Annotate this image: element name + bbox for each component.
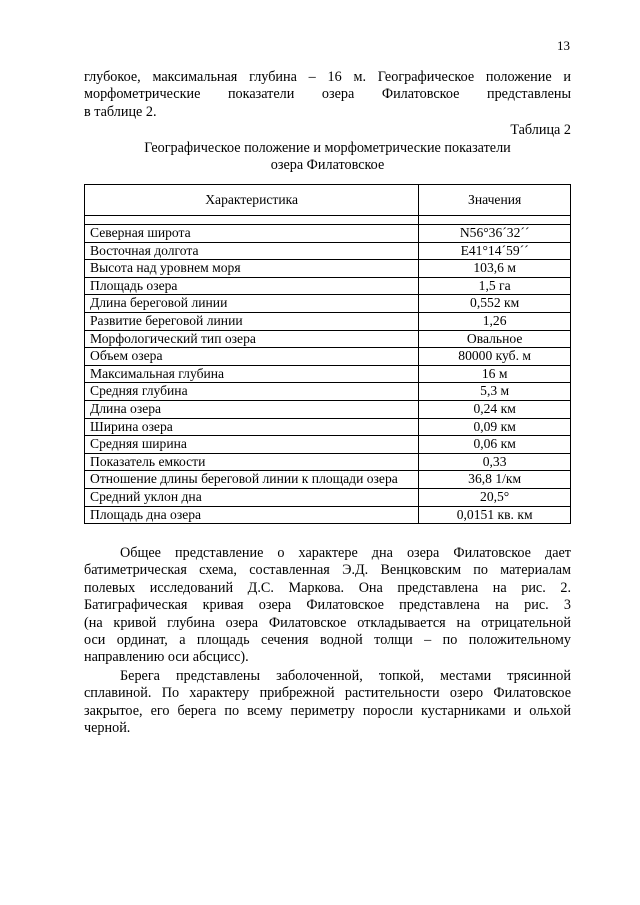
table-row: [85, 436, 571, 454]
table-title: [84, 140, 571, 175]
row-name: Площадь озера: [85, 277, 419, 295]
row-name: Развитие береговой линии: [85, 312, 419, 330]
shores-paragraph: [84, 668, 571, 738]
row-value: 0,24 км: [419, 400, 571, 418]
row-value: 0,33: [419, 453, 571, 471]
bathymetry-line-4: Батиграфическая кривая озера Филатовское представлена на рис. 3: [84, 597, 571, 614]
bathymetry-line-6: оси ординат, а площадь сечения водной толщи – по положительному: [84, 632, 571, 649]
table-row: [85, 312, 571, 330]
row-name: Длина береговой линии: [85, 295, 419, 313]
row-value: 0,552 км: [419, 295, 571, 313]
table-row: [85, 471, 571, 489]
intro-line-1: глубокое, максимальная глубина – 16 м. Географическое положение и: [84, 69, 571, 85]
bathymetry-line-1: Общее представление о характере дна озера Филатовское дает: [120, 545, 571, 561]
row-name: Ширина озера: [85, 418, 419, 436]
table-spacer-row: [85, 216, 571, 225]
row-name: Площадь дна озера: [85, 506, 419, 524]
row-name: Максимальная глубина: [85, 365, 419, 383]
row-value: Овальное: [419, 330, 571, 348]
page-number: 13: [557, 38, 570, 53]
table-row: [85, 260, 571, 278]
row-value: 0,09 км: [419, 418, 571, 436]
row-name: Показатель емкости: [85, 453, 419, 471]
table-header-row: [85, 185, 571, 216]
row-value: 20,5°: [419, 488, 571, 506]
row-value: 0,0151 кв. км: [419, 506, 571, 524]
row-value: 80000 куб. м: [419, 348, 571, 366]
row-value: E41°14´59´´: [419, 242, 571, 260]
row-name: Средний уклон дна: [85, 488, 419, 506]
row-name: Средняя ширина: [85, 436, 419, 454]
row-name: Восточная долгота: [85, 242, 419, 260]
intro-line-2: морфометрические показатели озера Филатовское представлены: [84, 86, 571, 103]
row-name: Средняя глубина: [85, 383, 419, 401]
bathymetry-line-3: полевых исследований Д.С. Маркова. Она представлена на рис. 2.: [84, 579, 571, 596]
table-row: [85, 418, 571, 436]
row-name: Объем озера: [85, 348, 419, 366]
table-row: [85, 400, 571, 418]
shores-line-1: Берега представлены заболоченной, топкой, местами трясинной: [120, 668, 571, 684]
intro-paragraph: [84, 69, 571, 121]
intro-line-3: в таблице 2.: [84, 103, 157, 120]
table-row: [85, 295, 571, 313]
table-row: [85, 488, 571, 506]
table-row: [85, 365, 571, 383]
shores-line-2: сплавиной. По характеру прибрежной растительности озеро Филатовское: [84, 685, 571, 702]
row-value: 0,06 км: [419, 436, 571, 454]
table-row: [85, 225, 571, 243]
row-value: 1,26: [419, 312, 571, 330]
shores-line-4: черной.: [84, 720, 131, 737]
bathymetry-line-7: направлению оси абсцисс).: [84, 649, 249, 666]
bathymetry-line-2: батиметрическая схема, составленная Э.Д. Венцковским по материалам: [84, 562, 571, 579]
row-name: Отношение длины береговой линии к площади озера: [85, 471, 419, 489]
table-row: [85, 506, 571, 524]
row-value: N56°36´32´´: [419, 225, 571, 243]
row-value: 1,5 га: [419, 277, 571, 295]
table-row: [85, 242, 571, 260]
table-row: [85, 330, 571, 348]
table-title-line-1: Географическое положение и морфометрические показатели: [144, 140, 511, 156]
header-value: Значения: [419, 185, 571, 216]
table-label: Таблица 2: [510, 122, 571, 138]
morphometric-table: [84, 184, 571, 524]
shores-line-3: закрытое, его берега по всему периметру поросли кустарниками и ольхой: [84, 702, 571, 719]
row-value: 36,8 1/км: [419, 471, 571, 489]
table-row: [85, 453, 571, 471]
row-value: 103,6 м: [419, 260, 571, 278]
table-row: [85, 383, 571, 401]
bathymetry-line-5: (на кривой глубина озера Филатовское откладывается на отрицательной: [84, 614, 571, 631]
header-characteristic: Характеристика: [85, 185, 419, 216]
table-row: [85, 277, 571, 295]
row-value: 16 м: [419, 365, 571, 383]
table-row: [85, 348, 571, 366]
row-name: Морфологический тип озера: [85, 330, 419, 348]
table-title-line-2: озера Филатовское: [270, 157, 385, 174]
row-value: 5,3 м: [419, 383, 571, 401]
row-name: Высота над уровнем моря: [85, 260, 419, 278]
row-name: Длина озера: [85, 400, 419, 418]
bathymetry-paragraph: [84, 545, 571, 667]
row-name: Северная широта: [85, 225, 419, 243]
